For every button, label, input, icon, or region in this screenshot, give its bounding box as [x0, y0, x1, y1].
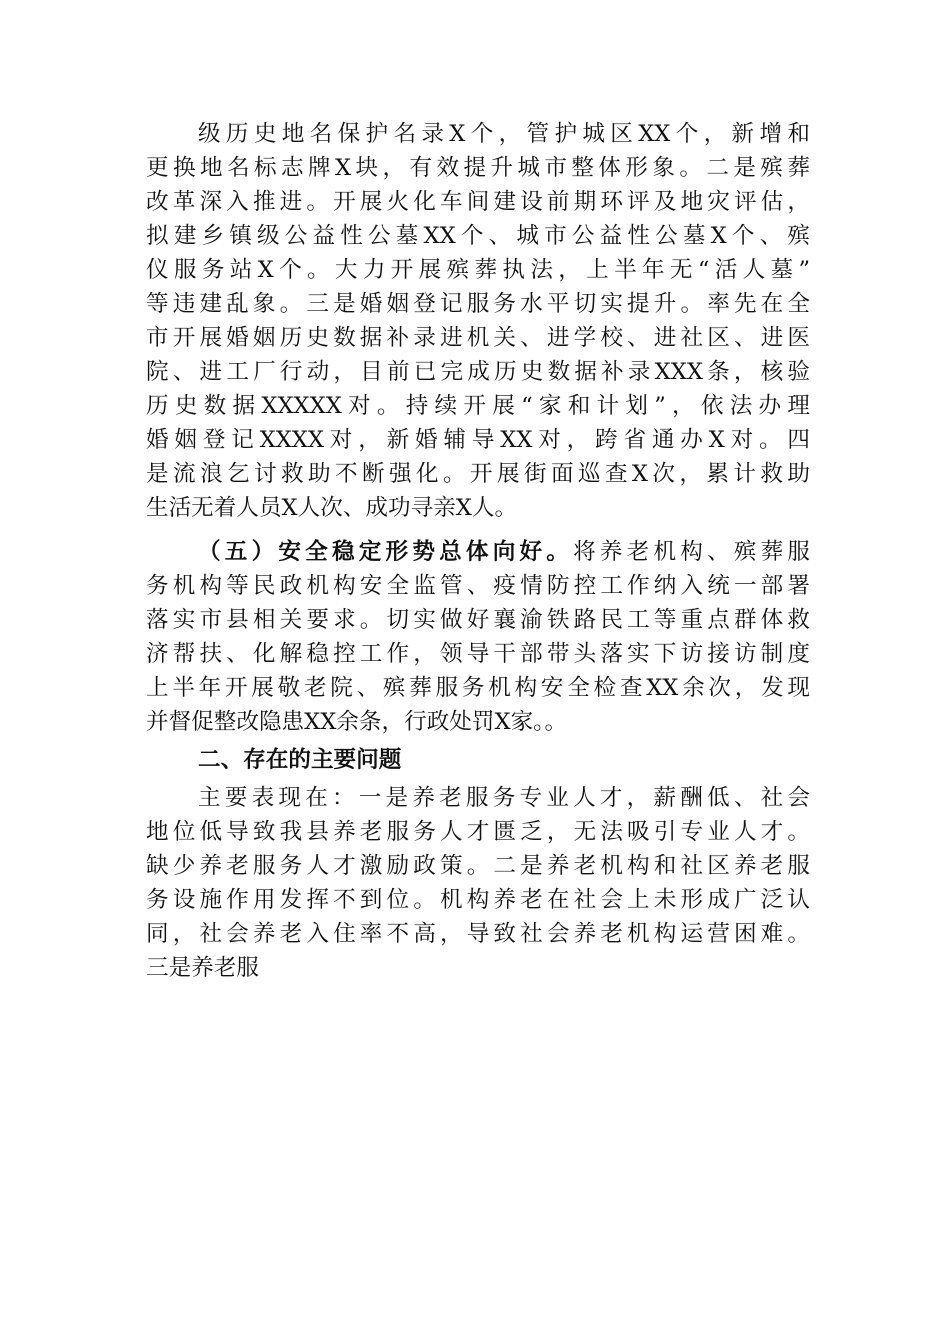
paragraph-line: 同，社会养老入住率不高，导致社会养老机构运营困难。	[146, 921, 810, 947]
paragraph-line: 生活无着人员X人次、成功寻亲X人。	[146, 495, 518, 521]
paragraph-line: 婚姻登记XXXX对，新婚辅导XX对，跨省通办X对。四	[146, 427, 810, 453]
paragraph-line: 改革深入推进。开展火化车间建设前期环评及地灾评估，	[146, 189, 810, 215]
paragraph-line: 院、进工厂行动，目前已完成历史数据补录XXX条，核验	[146, 359, 810, 385]
paragraph-line: 仪服务站X个。大力开展殡葬执法，上半年无“活人墓”	[146, 257, 810, 283]
paragraph-line: 缺少养老服务人才激励政策。二是养老机构和社区养老服	[146, 853, 810, 879]
paragraph-line: 三是养老服	[146, 955, 259, 981]
section-five-first-line	[146, 535, 810, 569]
paragraph-line: 地位低导致我县养老服务人才匮乏，无法吸引专业人才。	[146, 819, 810, 845]
paragraph-line: 更换地名标志牌X块，有效提升城市整体形象。二是殡葬	[146, 155, 810, 181]
paragraph-line: 拟建乡镇级公益性公墓XX个、城市公益性公墓X个、殡	[146, 223, 810, 249]
section-five-first-line-text: 将养老机构、殡葬服	[573, 539, 811, 565]
paragraph-line: 并督促整改隐患XX余条，行政处罚X家。。	[146, 709, 568, 735]
section-two-heading: 二、存在的主要问题	[198, 747, 402, 773]
paragraph-line: 是流浪乞讨救助不断强化。开展街面巡查X次，累计救助	[146, 461, 810, 487]
paragraph-line: 级历史地名保护名录X个，管护城区XX个，新增和	[198, 121, 810, 147]
paragraph-line: 济帮扶、化解稳控工作，领导干部带头落实下访接访制度	[146, 641, 810, 667]
paragraph-line: 主要表现在：一是养老服务专业人才，薪酬低、社会	[198, 785, 810, 811]
paragraph-line: 务设施作用发挥不到位。机构养老在社会上未形成广泛认	[146, 887, 810, 913]
paragraph-line: 等违建乱象。三是婚姻登记服务水平切实提升。率先在全	[146, 291, 810, 317]
paragraph-line: 上半年开展敬老院、殡葬服务机构安全检查XX余次，发现	[146, 675, 810, 701]
section-five-heading: （五）安全稳定形势总体向好。	[198, 539, 574, 565]
paragraph-line: 历史数据XXXXX对。持续开展“家和计划”，依法办理	[146, 393, 810, 419]
paragraph-line: 务机构等民政机构安全监管、疫情防控工作纳入统一部署	[146, 573, 810, 599]
paragraph-line: 落实市县相关要求。切实做好襄渝铁路民工等重点群体救	[146, 607, 810, 633]
paragraph-line: 市开展婚姻历史数据补录进机关、进学校、进社区、进医	[146, 325, 810, 351]
